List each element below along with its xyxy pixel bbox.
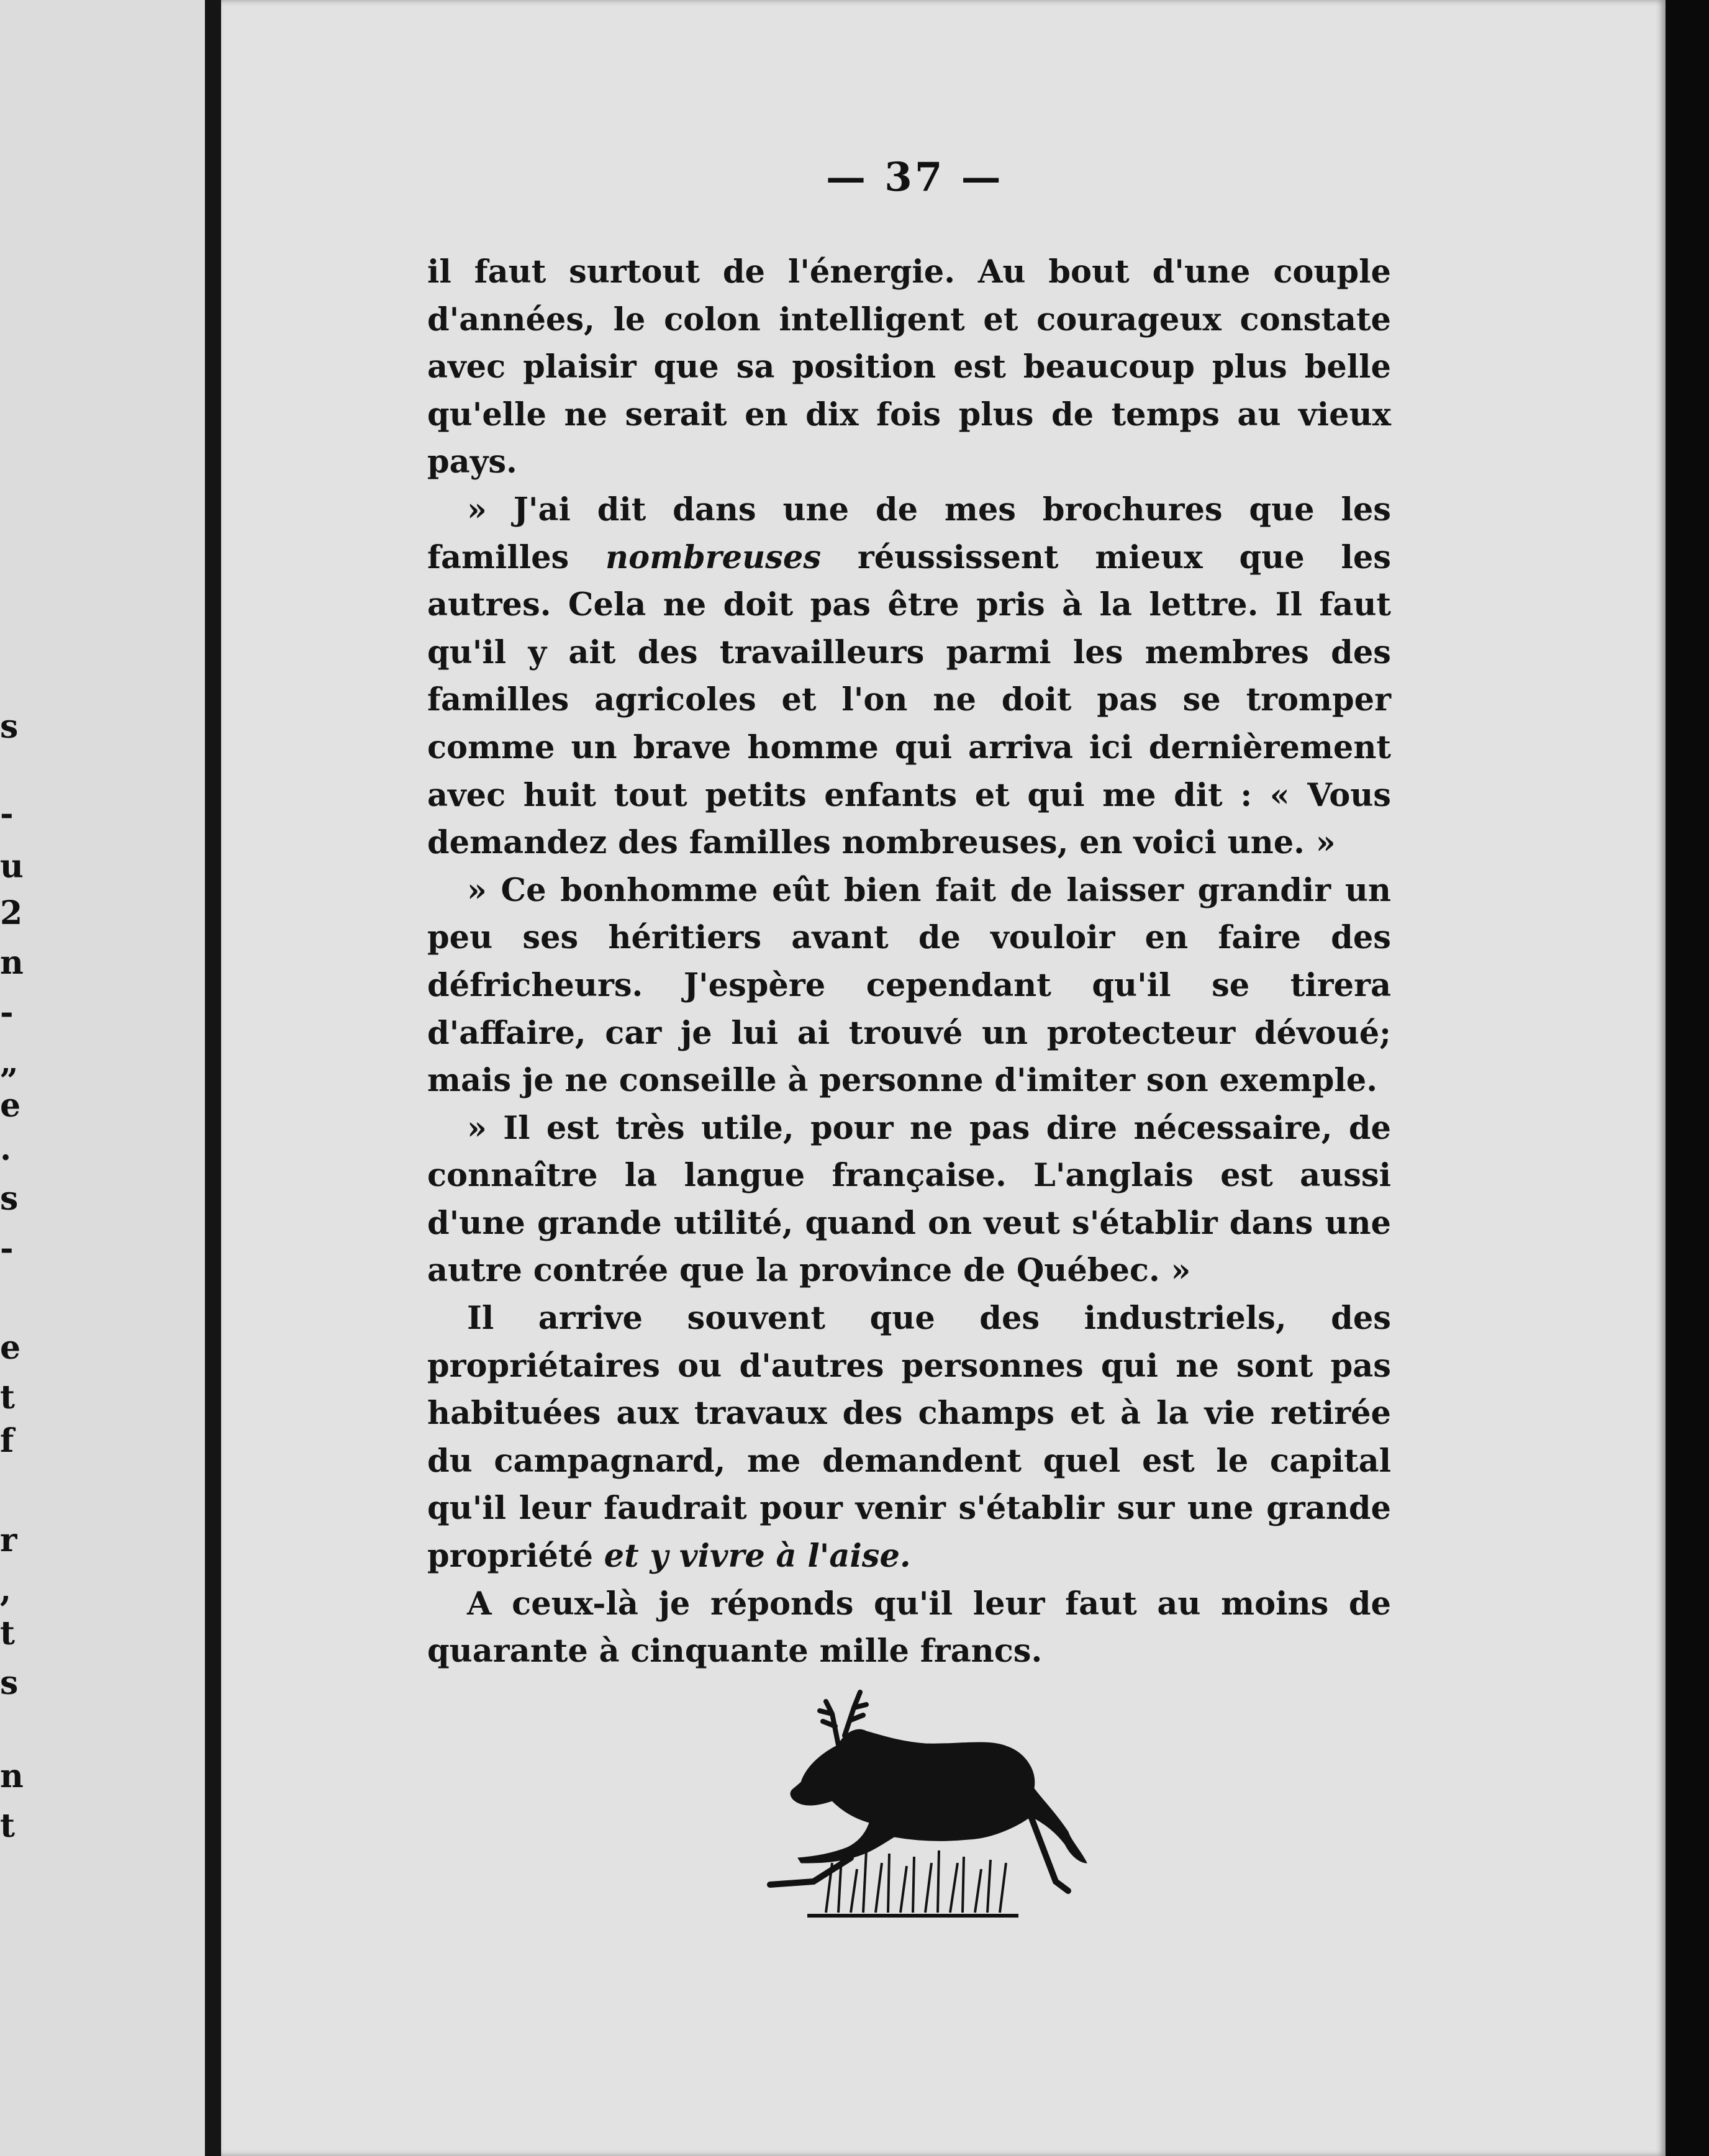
fragment: n [0, 1757, 24, 1795]
fragment: f [0, 1422, 14, 1460]
paragraph: il faut surtout de l'énergie. Au bout d'une couple d'années, le colon intelligent et courageux constate avec plaisir que sa position est beaucoup plus belle qu'elle ne serait en dix fois plus de temps au vieux pays. [427, 253, 1391, 481]
fragment: r [0, 1521, 17, 1559]
fragment: - [0, 795, 14, 833]
previous-page-fragments [0, 0, 24, 2156]
fragment: t [0, 1379, 16, 1416]
fragment: u [0, 848, 24, 886]
fragment: e [0, 1329, 21, 1367]
fragment: , [0, 1571, 12, 1609]
fragment: s [0, 1664, 19, 1702]
emphasis: nombreuses [605, 538, 822, 576]
fragment: t [0, 1615, 16, 1652]
fragment: s [0, 708, 19, 746]
fragment: . [0, 1130, 12, 1168]
fragment: t [0, 1807, 16, 1845]
gutter-shadow [205, 0, 221, 2156]
fragment: „ [0, 1043, 19, 1081]
body-text [427, 248, 1391, 1675]
emphasis: et y vivre à l'aise. [604, 1538, 911, 1575]
fragment: - [0, 994, 14, 1031]
paragraph: A ceux-là je réponds qu'il leur faut au moins de quarante à cinquante mille francs. [427, 1585, 1391, 1670]
fragment: 2 [0, 894, 23, 932]
paragraph: » J'ai dit dans une de mes brochures que les familles nombreuses réussissent mieux que les autres. Cela ne doit pas être pris à la lettre. Il faut qu'il y ait des travailleurs parmi les membres des familles agricoles et l'on ne doit pas se tromper comme un brave homme qui arriva ici dernièrement avec huit tout petits enfants et qui me dit : « Vous demandez des familles nombreuses, en voici une. » [427, 491, 1391, 862]
previous-page-strip [0, 0, 211, 2156]
leaping-deer-illustration [733, 1677, 1093, 1925]
paragraph: » Ce bonhomme eût bien fait de laisser grandir un peu ses héritiers avant de vouloir en faire des défricheurs. J'espère cependant qu'il se tirera d'affaire, car je lui ai trouvé un protecteur dévoué; mais je ne conseille à personne d'imiter son exemple. [427, 871, 1391, 1100]
deer-silhouette [770, 1692, 1087, 1891]
fragment: s [0, 1180, 19, 1218]
fragment: e [0, 1087, 21, 1125]
paragraph: » Il est très utile, pour ne pas dire nécessaire, de connaître la langue française. L'anglais est aussi d'une grande utilité, quand on veut s'établir dans une autre contrée que la province de Québec. » [427, 1109, 1391, 1290]
fragment: - [0, 1230, 14, 1267]
right-border [1666, 0, 1709, 2156]
page-number: — 37 — [826, 154, 1004, 201]
fragment: n [0, 944, 24, 982]
paragraph: Il arrive souvent que des industriels, des propriétaires ou d'autres personnes qui ne sont pas habituées aux travaux des champs et à la vie retirée du campagnard, me demandent quel est le capital qu'il leur faudrait pour venir s'établir sur une grande propriété et y vivre à l'aise. [427, 1300, 1391, 1575]
